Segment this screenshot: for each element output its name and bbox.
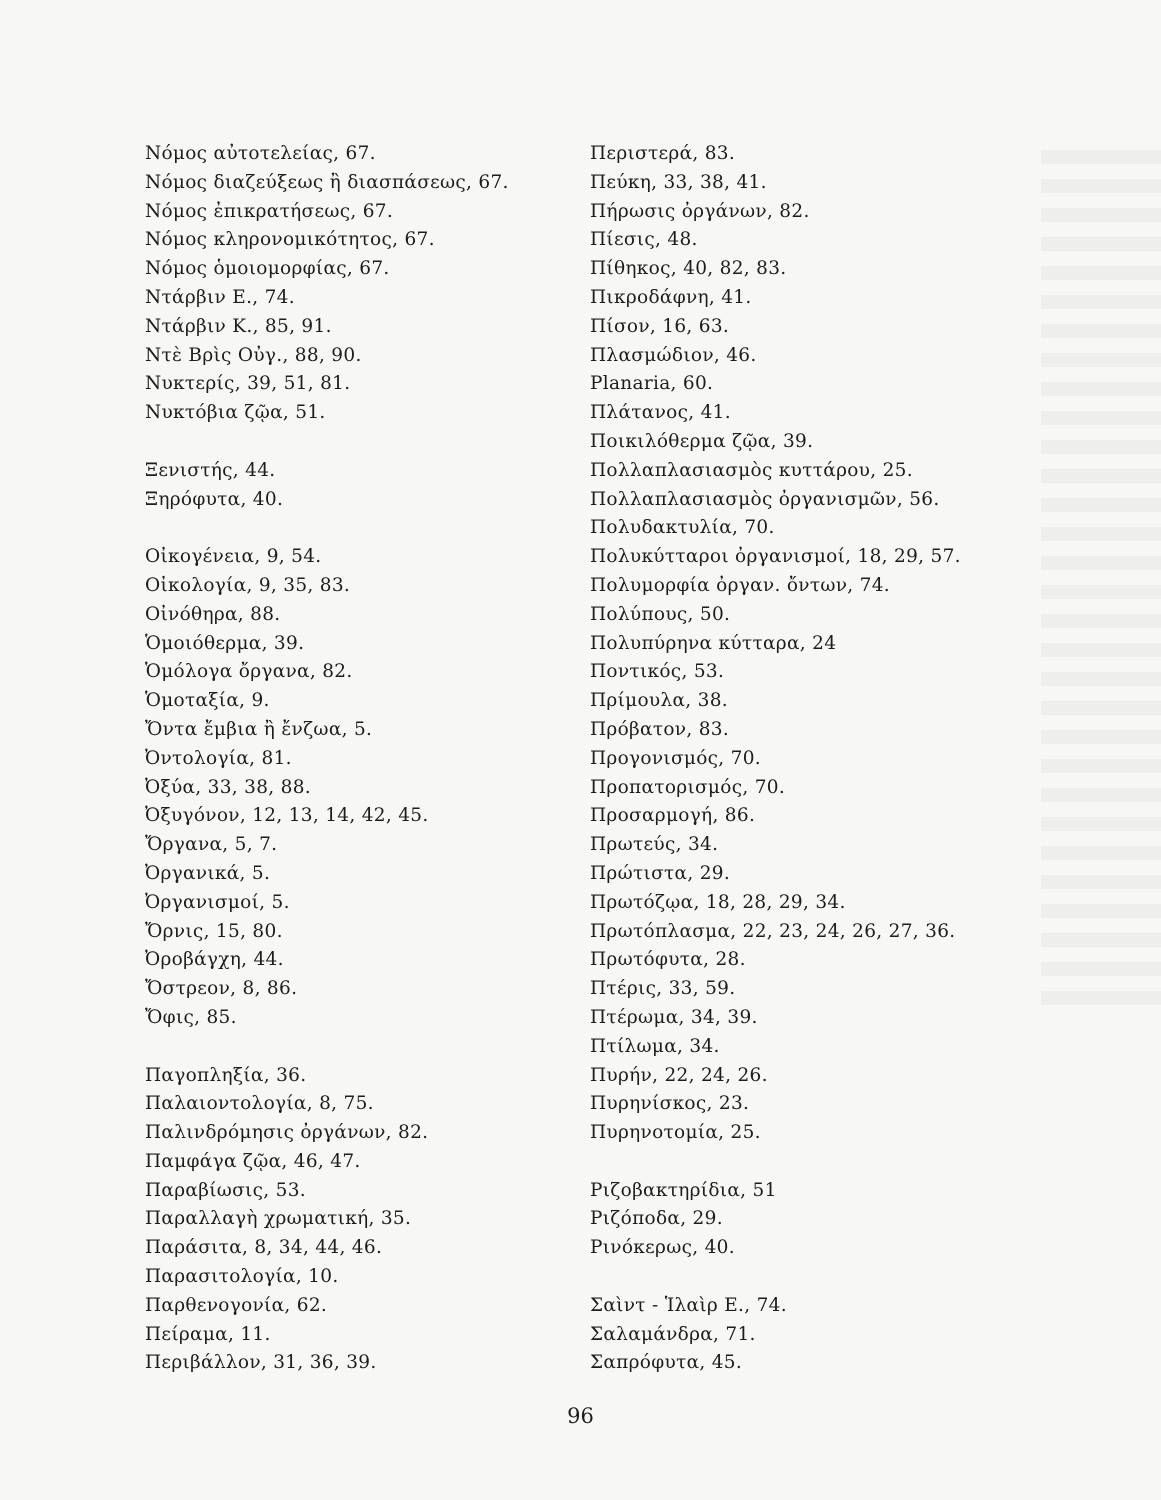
index-entry: Ὄστρεον, 8, 86. xyxy=(145,978,298,1000)
index-entry: Πρίμουλα, 38. xyxy=(590,690,728,712)
index-entry: Ποικιλόθερμα ζῷα, 39. xyxy=(590,430,814,452)
index-entry: Νόμος αὐτοτελείας, 67. xyxy=(145,143,376,164)
index-entry: Ὀντολογία, 81. xyxy=(145,747,292,769)
section-gap xyxy=(145,1033,565,1062)
section-gap xyxy=(590,1148,1060,1177)
index-entry: Σαλαμάνδρα, 71. xyxy=(590,1323,756,1345)
section-gap xyxy=(145,428,565,457)
index-entry: Παραλλαγὴ χρωματική, 35. xyxy=(145,1208,412,1230)
index-entry: Ξενιστής, 44. xyxy=(145,459,276,481)
index-entry: Πτίλωμα, 34. xyxy=(590,1035,720,1057)
index-entry: Πολλαπλασιασμὸς ὀργανισμῶν, 56. xyxy=(590,488,940,510)
index-entry: Ρινόκερως, 40. xyxy=(590,1237,735,1259)
index-entry: Πλασμώδιον, 46. xyxy=(590,344,757,366)
index-entry: Παλαιοντολογία, 8, 75. xyxy=(145,1093,374,1115)
index-entry: Πήρωσις ὀργάνων, 82. xyxy=(590,200,810,222)
index-entry: Πολυκύτταροι ὀργανισμοί, 18, 29, 57. xyxy=(590,546,961,568)
index-entry: Οἰκογένεια, 9, 54. xyxy=(145,546,322,568)
index-entry: Πυρηνίσκος, 23. xyxy=(590,1093,750,1115)
index-column-right xyxy=(590,140,1060,1378)
index-entry: Παρθενογονία, 62. xyxy=(145,1294,328,1316)
index-entry: Πυρήν, 22, 24, 26. xyxy=(590,1064,768,1086)
index-entry: Planaria, 60. xyxy=(590,373,714,395)
index-entry: Ντάρβιν Κ., 85, 91. xyxy=(145,315,332,337)
index-entry: Πτέρωμα, 34, 39. xyxy=(590,1006,758,1028)
index-entry: Ὁμοταξία, 9. xyxy=(145,690,270,712)
index-entry: Ριζόποδα, 29. xyxy=(590,1208,723,1230)
index-entry: Ποντικός, 53. xyxy=(590,661,725,683)
index-entry: Ριζοβακτηρίδια, 51 xyxy=(590,1179,777,1201)
index-entry: Σαὶντ - Ἱλαὶρ Ε., 74. xyxy=(590,1294,787,1316)
index-entry: Προσαρμογή, 86. xyxy=(590,805,756,827)
index-entry: Νόμος ὁμοιομορφίας, 67. xyxy=(145,258,390,280)
index-entry: Πρόβατον, 83. xyxy=(590,718,730,740)
index-entry: Ὄφις, 85. xyxy=(145,1006,237,1028)
index-entry: Πικροδάφνη, 41. xyxy=(590,286,752,308)
index-entry: Ξηρόφυτα, 40. xyxy=(145,488,284,510)
index-entry: Ὀργανικά, 5. xyxy=(145,862,271,884)
index-entry: Παγοπληξία, 36. xyxy=(145,1064,307,1086)
index-entry: Παρασιτολογία, 10. xyxy=(145,1266,339,1288)
index-entry: Πίεσις, 48. xyxy=(590,229,698,251)
index-entry: Προγονισμός, 70. xyxy=(590,747,761,769)
index-entry: Προπατορισμός, 70. xyxy=(590,776,786,798)
section-gap xyxy=(145,514,565,543)
index-entry: Νόμος διαζεύξεως ἢ διασπάσεως, 67. xyxy=(145,171,509,193)
index-entry: Παραβίωσις, 53. xyxy=(145,1179,306,1201)
index-entry: Νόμος ἐπικρατήσεως, 67. xyxy=(145,200,394,222)
index-entry: Πολυμορφία ὀργαν. ὄντων, 74. xyxy=(590,574,890,596)
index-entry: Ὀξύα, 33, 38, 88. xyxy=(145,776,311,798)
index-entry: Πείραμα, 11. xyxy=(145,1323,271,1345)
index-entry: Παράσιτα, 8, 34, 44, 46. xyxy=(145,1237,383,1259)
index-entry: Πρώτιστα, 29. xyxy=(590,862,731,884)
index-entry: Ὄρνις, 15, 80. xyxy=(145,920,283,942)
index-entry: Πτέρις, 33, 59. xyxy=(590,978,736,1000)
index-entry: Πίθηκος, 40, 82, 83. xyxy=(590,258,787,280)
index-entry: Πρωτεύς, 34. xyxy=(590,834,719,856)
index-entry: Περιστερά, 83. xyxy=(590,143,736,164)
index-entry: Ὀργανισμοί, 5. xyxy=(145,891,290,913)
index-entry: Ντὲ Βρὶς Οὐγ., 88, 90. xyxy=(145,344,362,366)
index-entry: Οἰνόθηρα, 88. xyxy=(145,603,281,625)
index-entry: Πολυπύρηνα κύτταρα, 24 xyxy=(590,632,837,654)
index-entry: Πυρηνοτομία, 25. xyxy=(590,1122,761,1144)
index-entry: Πίσον, 16, 63. xyxy=(590,315,730,337)
index-entry: Ὄργανα, 5, 7. xyxy=(145,834,278,856)
index-entry: Ὁμοιόθερμα, 39. xyxy=(145,632,305,654)
index-entry: Οἰκολογία, 9, 35, 83. xyxy=(145,574,351,596)
index-entry: Πολλαπλασιασμὸς κυττάρου, 25. xyxy=(590,459,913,481)
index-entry: Παλινδρόμησις ὀργάνων, 82. xyxy=(145,1122,429,1144)
index-entry: Ὀροβάγχη, 44. xyxy=(145,949,284,971)
index-entry: Περιβάλλον, 31, 36, 39. xyxy=(145,1352,377,1374)
index-entry: Πεύκη, 33, 38, 41. xyxy=(590,171,767,193)
index-entry: Νυκτερίς, 39, 51, 81. xyxy=(145,373,351,395)
index-entry: Νυκτόβια ζῷα, 51. xyxy=(145,402,326,424)
index-entry: Πρωτόφυτα, 28. xyxy=(590,949,746,971)
index-entry: Σαπρόφυτα, 45. xyxy=(590,1352,743,1374)
index-entry: Πρωτόπλασμα, 22, 23, 24, 26, 27, 36. xyxy=(590,920,956,942)
section-gap xyxy=(590,1263,1060,1292)
index-entry: Πρωτόζῳα, 18, 28, 29, 34. xyxy=(590,891,846,913)
index-entry: Παμφάγα ζῷα, 46, 47. xyxy=(145,1150,361,1172)
index-entry: Ὁμόλογα ὄργανα, 82. xyxy=(145,661,353,683)
index-entry: Ὄντα ἔμβια ἢ ἔνζωα, 5. xyxy=(145,718,373,740)
page-number: 96 xyxy=(567,1404,594,1428)
index-column-left xyxy=(145,140,565,1378)
index-entry: Ὀξυγόνον, 12, 13, 14, 42, 45. xyxy=(145,805,429,827)
index-entry: Πλάτανος, 41. xyxy=(590,402,731,424)
index-entry: Νόμος κληρονομικότητος, 67. xyxy=(145,229,435,251)
index-entry: Πολύπους, 50. xyxy=(590,603,731,625)
index-entry: Πολυδακτυλία, 70. xyxy=(590,517,775,539)
index-entry: Ντάρβιν Ε., 74. xyxy=(145,286,295,308)
